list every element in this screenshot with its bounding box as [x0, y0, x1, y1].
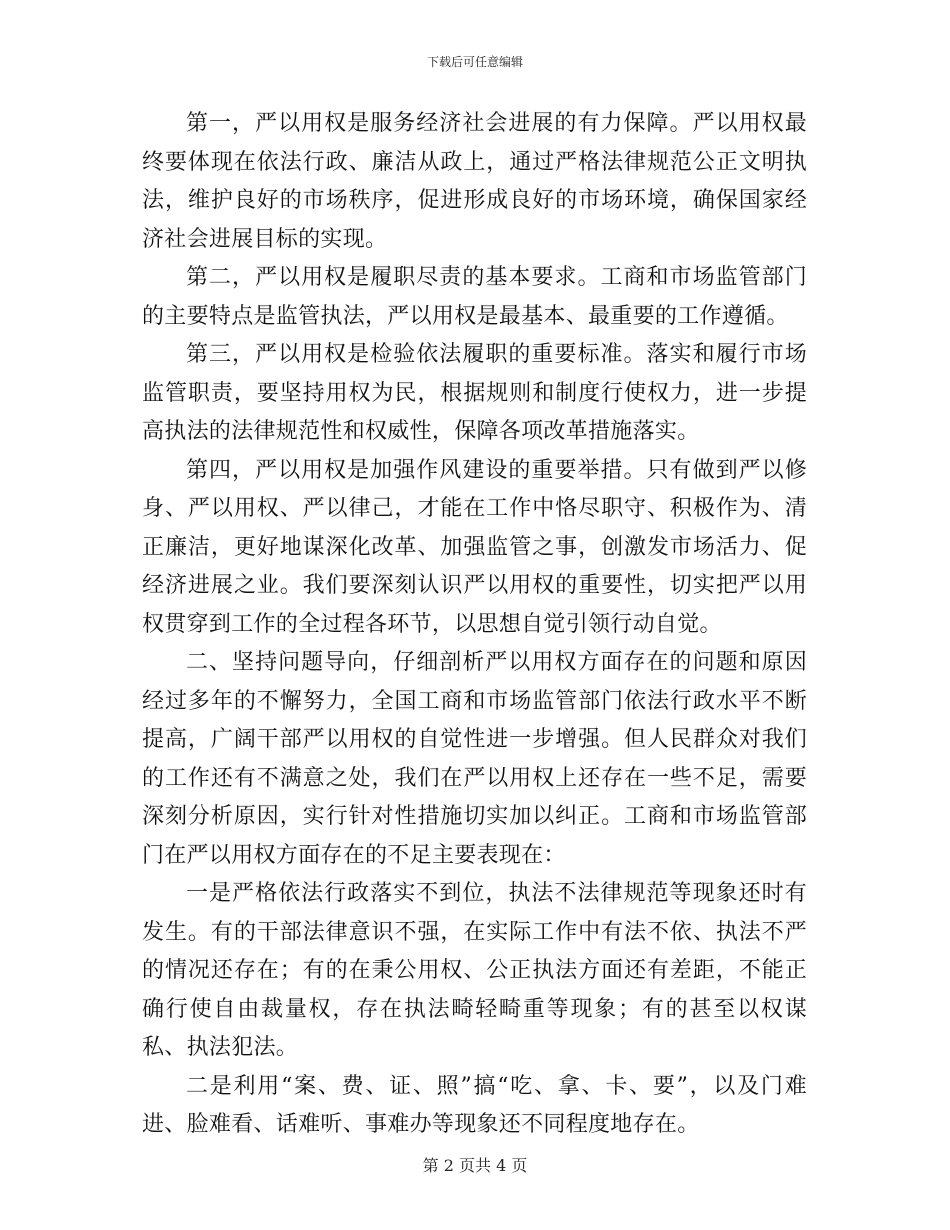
page-footer: 第 2 页共 4 页	[422, 1156, 528, 1175]
paragraph-7: 二是利用“案、费、证、照”搞“吃、拿、卡、要”，以及门难进、脸难看、话难听、事难办等现象还不同程度地存在。	[142, 1073, 807, 1137]
paragraph-6: 一是严格依法行政落实不到位，执法不法律规范等现象还时有发生。有的干部法律意识不强，在实际工作中有法不依、执法不严的情况还存在；有的在秉公用权、公正执法方面还有差距，不能正确行使自由裁量权，存在执法畸轻畸重等现象；有的甚至以权谋私、执法犯法。	[142, 881, 807, 1060]
paragraph-5: 二、坚持问题导向，仔细剖析严以用权方面存在的问题和原因经过多年的不懈努力，全国工商和市场监管部门依法行政水平不断提高，广阔干部严以用权的自觉性进一步增强。但人民群众对我们的工作还有不满意之处，我们在严以用权上还存在一些不足，需要深刻分析原因，实行针对性措施切实加以纠正。工商和市场监管部门在严以用权方面存在的不足主要表现在：	[142, 650, 807, 868]
paragraph-1: 第一，严以用权是服务经济社会进展的有力保障。严以用权最终要体现在依法行政、廉洁从政上，通过严格法律规范公正文明执法，维护良好的市场秩序，促进形成良好的市场环境，确保国家经济社会进展目标的实现。	[142, 111, 807, 252]
page-header: 下载后可任意编辑	[426, 55, 523, 69]
paragraph-4: 第四，严以用权是加强作风建设的重要举措。只有做到严以修身、严以用权、严以律己，才能在工作中恪尽职守、积极作为、清正廉洁，更好地谋深化改革、加强监管之事，创激发市场活力、促经济进展之业。我们要深刻认识严以用权的重要性，切实把严以用权贯穿到工作的全过程各环节，以思想自觉引领行动自觉。	[142, 457, 807, 637]
paragraph-2: 第二，严以用权是履职尽责的基本要求。工商和市场监管部门的主要特点是监管执法，严以用权是最基本、最重要的工作遵循。	[142, 265, 807, 329]
document-body	[142, 105, 807, 1145]
paragraph-3: 第三，严以用权是检验依法履职的重要标准。落实和履行市场监管职责，要坚持用权为民，根据规则和制度行使权力，进一步提高执法的法律规范性和权威性，保障各项改革措施落实。	[142, 342, 807, 444]
